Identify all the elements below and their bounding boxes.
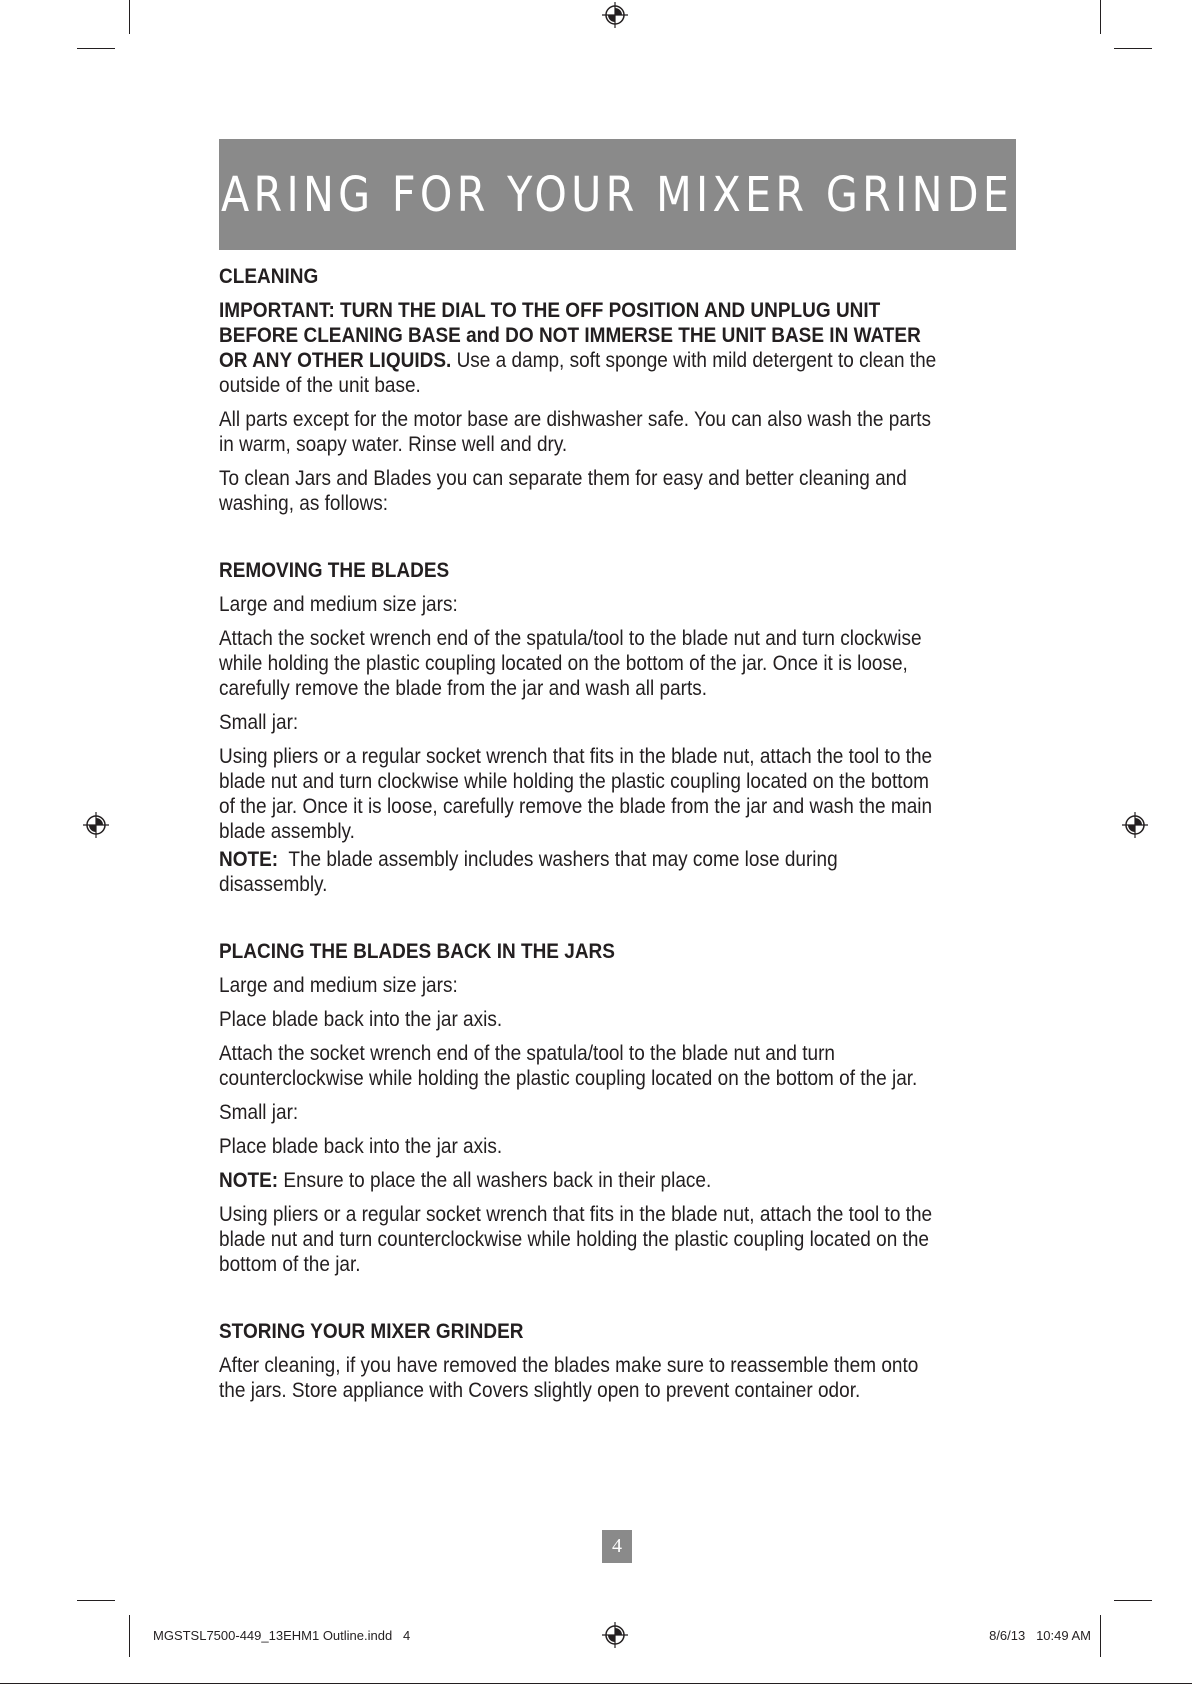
paragraph: Attach the socket wrench end of the spatula/tool to the blade nut and turn counterclockwise while holding the plastic coupling located on the bottom of the jar. bbox=[219, 1042, 918, 1090]
crop-mark bbox=[77, 48, 115, 49]
page-title: CARING FOR YOUR MIXER GRINDER bbox=[188, 166, 1047, 223]
section-heading-storing: STORING YOUR MIXER GRINDER bbox=[219, 1320, 524, 1343]
registration-mark-icon bbox=[83, 812, 109, 838]
note-text: Ensure to place the all washers back in their place. bbox=[278, 1169, 712, 1192]
crop-mark bbox=[77, 1600, 115, 1601]
slug-filename: MGSTSL7500-449_13EHM1 Outline.indd 4 bbox=[153, 1628, 411, 1643]
crop-mark bbox=[0, 1683, 1192, 1684]
note bbox=[219, 1168, 943, 1193]
section-heading-placing: PLACING THE BLADES BACK IN THE JARS bbox=[219, 940, 615, 963]
section-heading-cleaning: CLEANING bbox=[219, 265, 319, 288]
crop-mark bbox=[1100, 1615, 1101, 1657]
paragraph: All parts except for the motor base are dishwasher safe. You can also wash the parts in warm, soapy water. Rinse well and dry. bbox=[219, 408, 932, 456]
paragraph: To clean Jars and Blades you can separate them for easy and better cleaning and washing, as follows: bbox=[219, 467, 907, 515]
registration-mark-icon bbox=[602, 1622, 628, 1648]
paragraph: Place blade back into the jar axis. bbox=[219, 1135, 503, 1158]
subheading-large-jars: Large and medium size jars: bbox=[219, 593, 458, 616]
crop-mark bbox=[1100, 0, 1101, 34]
paragraph: Using pliers or a regular socket wrench that fits in the blade nut, attach the tool to the blade nut and turn clockwise while holding the plastic coupling located on the bottom of the jar. Once it is loose, carefully remove the blade from the jar and wash the main blade assembly. bbox=[219, 745, 933, 843]
paragraph: Using pliers or a regular socket wrench that fits in the blade nut, attach the tool to the blade nut and turn counterclockwise while holding the plastic coupling located on the bottom of the jar. bbox=[219, 1203, 933, 1276]
crop-mark bbox=[1114, 48, 1152, 49]
crop-mark bbox=[129, 0, 130, 34]
subheading-large-jars: Large and medium size jars: bbox=[219, 974, 458, 997]
note bbox=[219, 847, 943, 897]
important-paragraph bbox=[219, 298, 943, 398]
section-heading-removing: REMOVING THE BLADES bbox=[219, 559, 450, 582]
paragraph: After cleaning, if you have removed the blades make sure to reassemble them onto the jars. Store appliance with Covers slightly open to prevent container odor. bbox=[219, 1354, 919, 1402]
note-text: The blade assembly includes washers that may come lose during disassembly. bbox=[219, 848, 843, 896]
registration-mark-icon bbox=[1122, 812, 1148, 838]
slug-timestamp: 8/6/13 10:49 AM bbox=[989, 1628, 1091, 1643]
paragraph: Place blade back into the jar axis. bbox=[219, 1008, 503, 1031]
note-label: NOTE: bbox=[219, 1169, 279, 1192]
important-instructions: Use a damp, soft sponge with mild detergent to clean the outside of the unit base. bbox=[219, 349, 937, 397]
registration-mark-icon bbox=[602, 2, 628, 28]
crop-mark bbox=[129, 1615, 130, 1657]
paragraph: Attach the socket wrench end of the spatula/tool to the blade nut and turn clockwise while holding the plastic coupling located on the bottom of the jar. Once it is loose, carefully remove the blade from the jar and wash all parts. bbox=[219, 627, 922, 700]
main-content bbox=[219, 264, 943, 1412]
note-label: NOTE: bbox=[219, 848, 279, 871]
subheading-small-jar: Small jar: bbox=[219, 711, 299, 734]
important-warning: IMPORTANT: TURN THE DIAL TO THE OFF POSITION AND UNPLUG UNIT BEFORE CLEANING BASE and DO NOT IMMERSE THE UNIT BASE IN WATER OR ANY OTHER LIQUIDS. bbox=[219, 299, 921, 372]
crop-mark bbox=[1114, 1600, 1152, 1601]
page-number: 4 bbox=[602, 1530, 632, 1563]
subheading-small-jar: Small jar: bbox=[219, 1101, 299, 1124]
title-banner bbox=[188, 139, 1047, 250]
